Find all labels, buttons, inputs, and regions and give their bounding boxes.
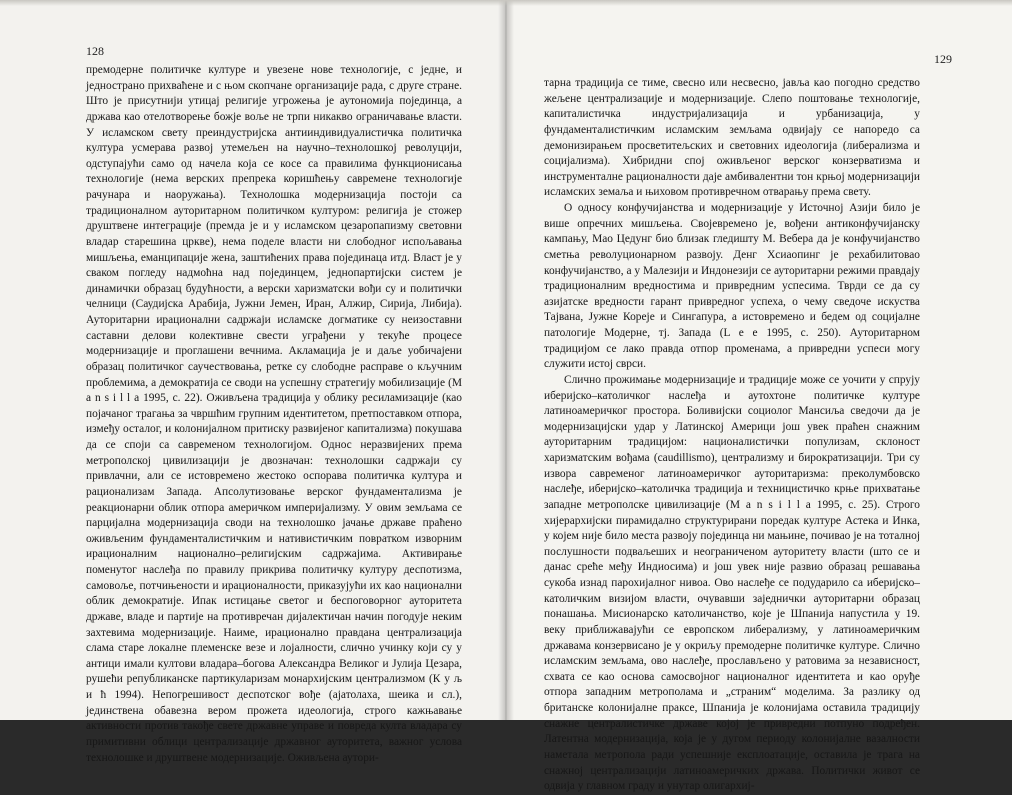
page-number-left: 128 <box>86 44 104 58</box>
paragraph: премодерне политичке културе и увезене нове технологије, с једне, и једнострано прихваћене и с њом скопчане организације рада, с друге стране. Што је присутнији утицај религије угрожења је аутономија појединца, а држава као отелотворење божје воље не трпи никакво ограничавање власти. У исламском свету преиндустријска антииндивидуалистичка политичка култура усмерава развој утемељен на научно–технолошкој револуцији, одступајући само од начела која се косе са правилима функционисања технологије (нема верских препрека коришћењу савремене технологије рачунара и наоружања). Технолошка модернизација постоји са традиционалном ауторитарном политичком културом: религија је стожер друштвене интеграције (премда је и у исламском цезаропапизму световни владар старешина цркве), нема поделе власти ни слободног испољавања мишљења, еманципације жена, заштићених права појединаца итд. Власт је у сваком погледу надмоћна над појединцем, једнопартијски систем је динамички образац будућности, а верски харизматски вођи су и политички челници (Саудијска Арабија, Јужни Јемен, Иран, Алжир, Сирија, Либија). Ауторитарни ирационални садржаји исламске догматике су неизоставни саставни делови колективне свести уграђени у текуће процесе модернизације и проглашени вечнима. Акламација је и даље уобичајени образац политичког саучествовања, ретке су слободне расправе о кључним проблемима, а демократија се своди на успешну стратегију мобилизације (М а n s i l l а 1995, с. 22). Оживљена традиција у облику ресиламизације (као појачаног трагања за чвршћим групним идентитетом, претпоставком отпора, између осталог, и колонијалном притиску развијеног капитализма) покушава да се споји са савременом технологијом. Однос неразвијених према метрополској цивилизацији је двозначан: технолошки садржаји су привлачни, али се истовремено жестоко оспорава политичка култура и рационализам Запада. Апсолутизовање верског фундаментализма је реакционарни облик отпора америчком империјализму. У овим земљама се парцијална модернизација своди на технолошко јачање државе праћено оживљеним фундаменталистичким и нативистичким повратком изворним ирационалним национално–религијским садржајима. Активирање поменутог наслеђа по правилу прикрива политичку културу деспотизма, самовоље, потчињености и ирационалности, приказујући их као национални облик демократије. Ипак истицање светог и беспоговорног ауторитета државе, владе и партије на противречан дијалектичан начин погодује неким захтевима модернизације. Наиме, ирационално правдана централизација слама старе локалне племенске везе и лојалности, слично учинку који су у антици имали култови владара–богова Александра Великог и Јулија Цезара, рушећи републиканске партикуларизам монархијским централизмом (К у љ и ћ 1994). Непогрешивост деспотског вође (ајатолаха, шеика и сл.), јединствена обавезна вером прожета идеологија, строго кажњавање активности против такође свете државне управе и повреда култа владара су примитивни облици централизације државног ауторитета, важног услова технолошке и друштвене модернизације. Оживљена аутори- <box>86 64 462 764</box>
right-page <box>506 0 1012 793</box>
left-page <box>0 0 506 764</box>
paragraph: Слично прожимање модернизације и традиције може се уочити у спрују иберијско–католичког наслеђа и аутохтоне политичке културе латиноамеричког простора. Боливијски социолог Мансиља сведочи да је модернизацијски удар у Латинској Америци још увек праћен снажним ауторитарним традицијом: националистички популизам, склоност харизматским вођама (caudillismo), централизму и бирократизацији. Три су извора савременог латиноамеричког ауторитаризма: преколумбовско наслеђе, иберијско–католичка традиција и техницистичко крње прихватање западне метрополске цивилизације (М а n s i l l а 1995, с. 25). Строго хијерархијски пирамидално структурирани поредак културе Астека и Инка, у којем није било места развоју појединца ни мањине, почивао је на тоталној послушности подваљеших и неограниченом ауторитету власти (што се и данас среће међу Индиосима) и још увек није развио образац решавања сукоба изнад парохијалног нивоа. Ово наслеђе се подударило са иберијско–католичким визијом власти, очувавши заједнички ауторитарни образац понашања. Мисионарско католичанство, које је Шпанија напустила у 19. веку приближавајући се европском либерализму, у латиноамеричким државама конзервисано је у окриљу премодерне политичке културе. Слично исламским земљама, ово наслеђе, прослављено у ратовима за независност, схвата се као основа самосвојног националног идентитета и као оруђе отпора западним метрополама и „страним“ моделима. За разлику од британске колонијалне праксе, Шпанија је колонијама оставила традицију снажне централистичке државе којој је привредни потпуно подређен. Латентна модернизација, која је у дугом периоду колонијалне вазалности наметала метропола ради успешније експлоатације, оставила је трага на снажној централизацији латиноамеричких држава. Политички живот се одвија у главном граду и унутар олигархиј- <box>544 373 920 793</box>
right-page-body <box>544 76 920 795</box>
page-number-right: 129 <box>934 52 952 66</box>
paragraph: тарна традиција се тиме, свесно или несвесно, јавља као погодно средство жељене централизације и модернизације. Слепо поштовање технологије, капиталистичка индустријализација и урбанизација, у фундаменталистичким исламским земљама одвијају се напоредо са демонизирањем просветитељских и световних идеологија (либерализма и социјализма). Хибридни спој оживљеног верског конзерватизма и инструменталне рационалности даје амбивалентни тон крњој модернизацији исламских земаља и њиховом противречном отварању према свету. <box>544 77 920 199</box>
book-gutter <box>498 0 514 720</box>
left-page-body <box>86 63 462 766</box>
paragraph: О односу конфучијанства и модернизације у Источној Азији било је више опречних мишљења. Својевремено је, вођени антиконфучијанску кампању, Мао Цедунг био близак гледишту М. Вебера да је конфучијанство сметња револуционарном развоју. Денг Хсиаопинг је рехабилитовао конфучијанство, а у Малезији и Индонезији се ауторитарни режими правдају традиционалним вредностима и привредним успесима. Тврди се да су азијатске вредности гарант привредног успеха, о чему сведоче искуства Тајвана, Јужне Кореје и Сингапура, а истовремено и бедем од социјалне патологије Модерне, тј. Запада (L e e 1995, с. 250). Ауторитарном традицијом се лако правда отпор променама, а привредни успеси могу служити истој сврси. <box>544 202 920 371</box>
top-edge-shadow <box>0 0 1012 6</box>
